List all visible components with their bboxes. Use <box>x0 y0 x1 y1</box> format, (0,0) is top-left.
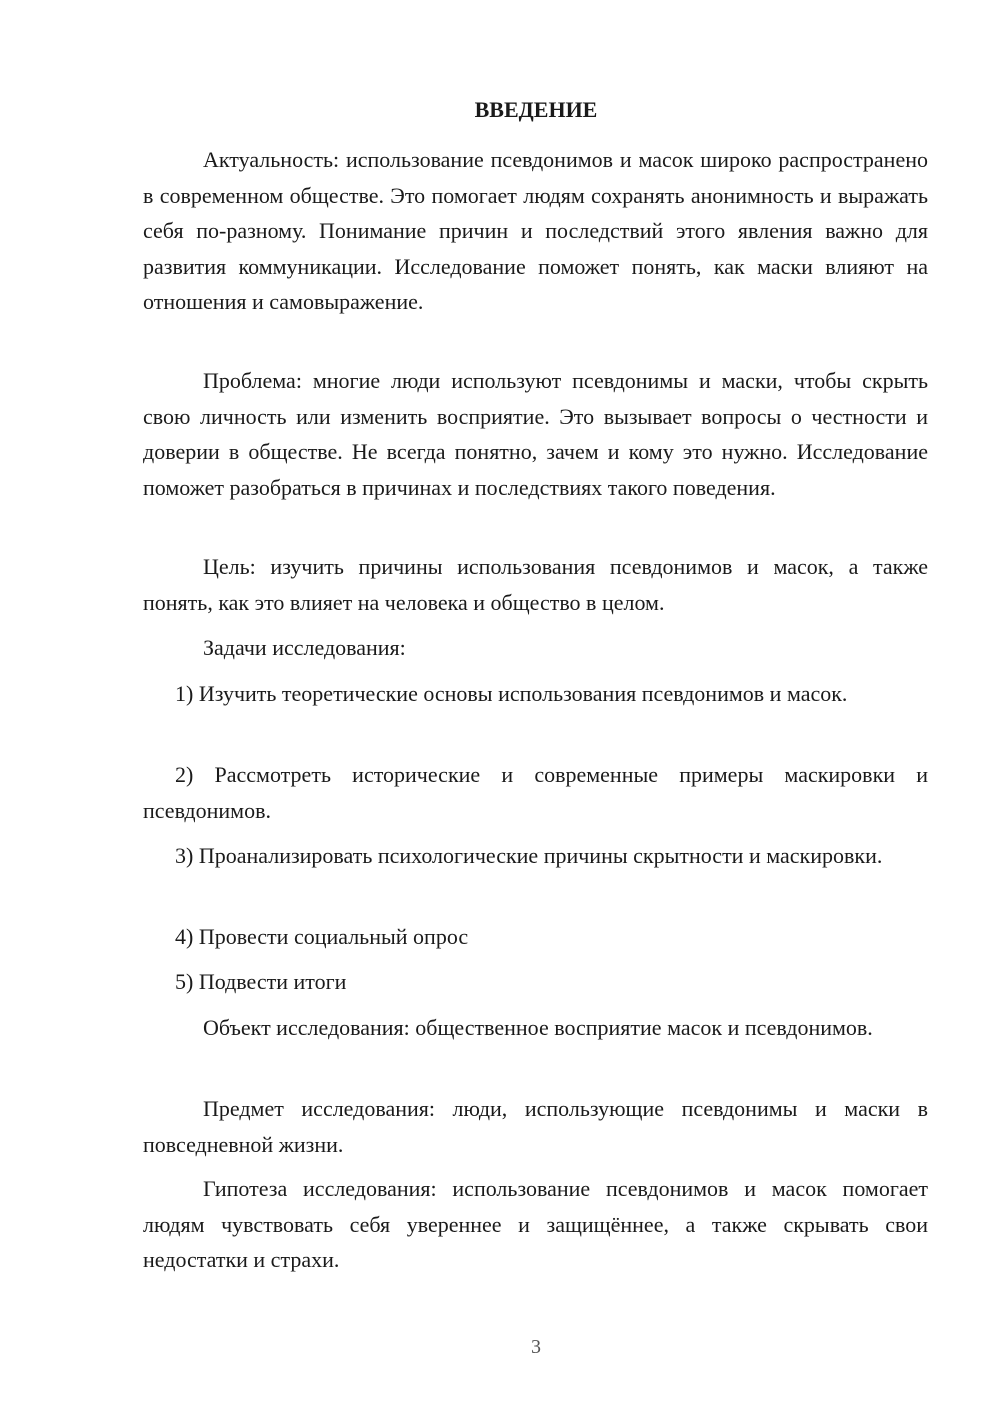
paragraph-subject: Предмет исследования: люди, использующие псевдонимы и маски в повседневной жизни. <box>143 1096 928 1157</box>
list-item: 1) Изучить теоретические основы использования псевдонимов и масок. <box>175 681 848 706</box>
paragraph-hypothesis: Гипотеза исследования: использование псевдонимов и масок помогает людям чувствовать себя увереннее и защищённее, а также скрывать свои недостатки и страхи. <box>143 1176 928 1272</box>
list-item: 3) Проанализировать психологические причины скрытности и маскировки. <box>175 843 883 868</box>
paragraph-relevance: Актуальность: использование псевдонимов и масок широко распространено в современном обществе. Это помогает людям сохранять анонимность и выражать себя по-разному. Понимание причин и последствий этого явления важно для развития коммуникации. Исследование поможет понять, как маски влияют на отношения и самовыражение. <box>143 147 928 314</box>
paragraph-goal: Цель: изучить причины использования псевдонимов и масок, а также понять, как это влияет на человека и общество в целом. <box>143 554 928 615</box>
paragraph-object: Объект исследования: общественное восприятие масок и псевдонимов. <box>203 1015 873 1040</box>
list-item: 5) Подвести итоги <box>175 969 347 994</box>
tasks-heading: Задачи исследования: <box>203 635 406 660</box>
page-number: 3 <box>531 1336 541 1358</box>
paragraph-problem: Проблема: многие люди используют псевдонимы и маски, чтобы скрыть свою личность или изменить восприятие. Это вызывает вопросы о честности и доверии в обществе. Не всегда понятно, зачем и кому это нужно. Исследование поможет разобраться в причинах и последствиях такого поведения. <box>143 368 928 500</box>
page-title: ВВЕДЕНИЕ <box>474 97 598 122</box>
list-item: 2) Рассмотреть исторические и современные примеры маскировки и псевдонимов. <box>143 762 928 823</box>
list-item: 4) Провести социальный опрос <box>175 924 469 949</box>
